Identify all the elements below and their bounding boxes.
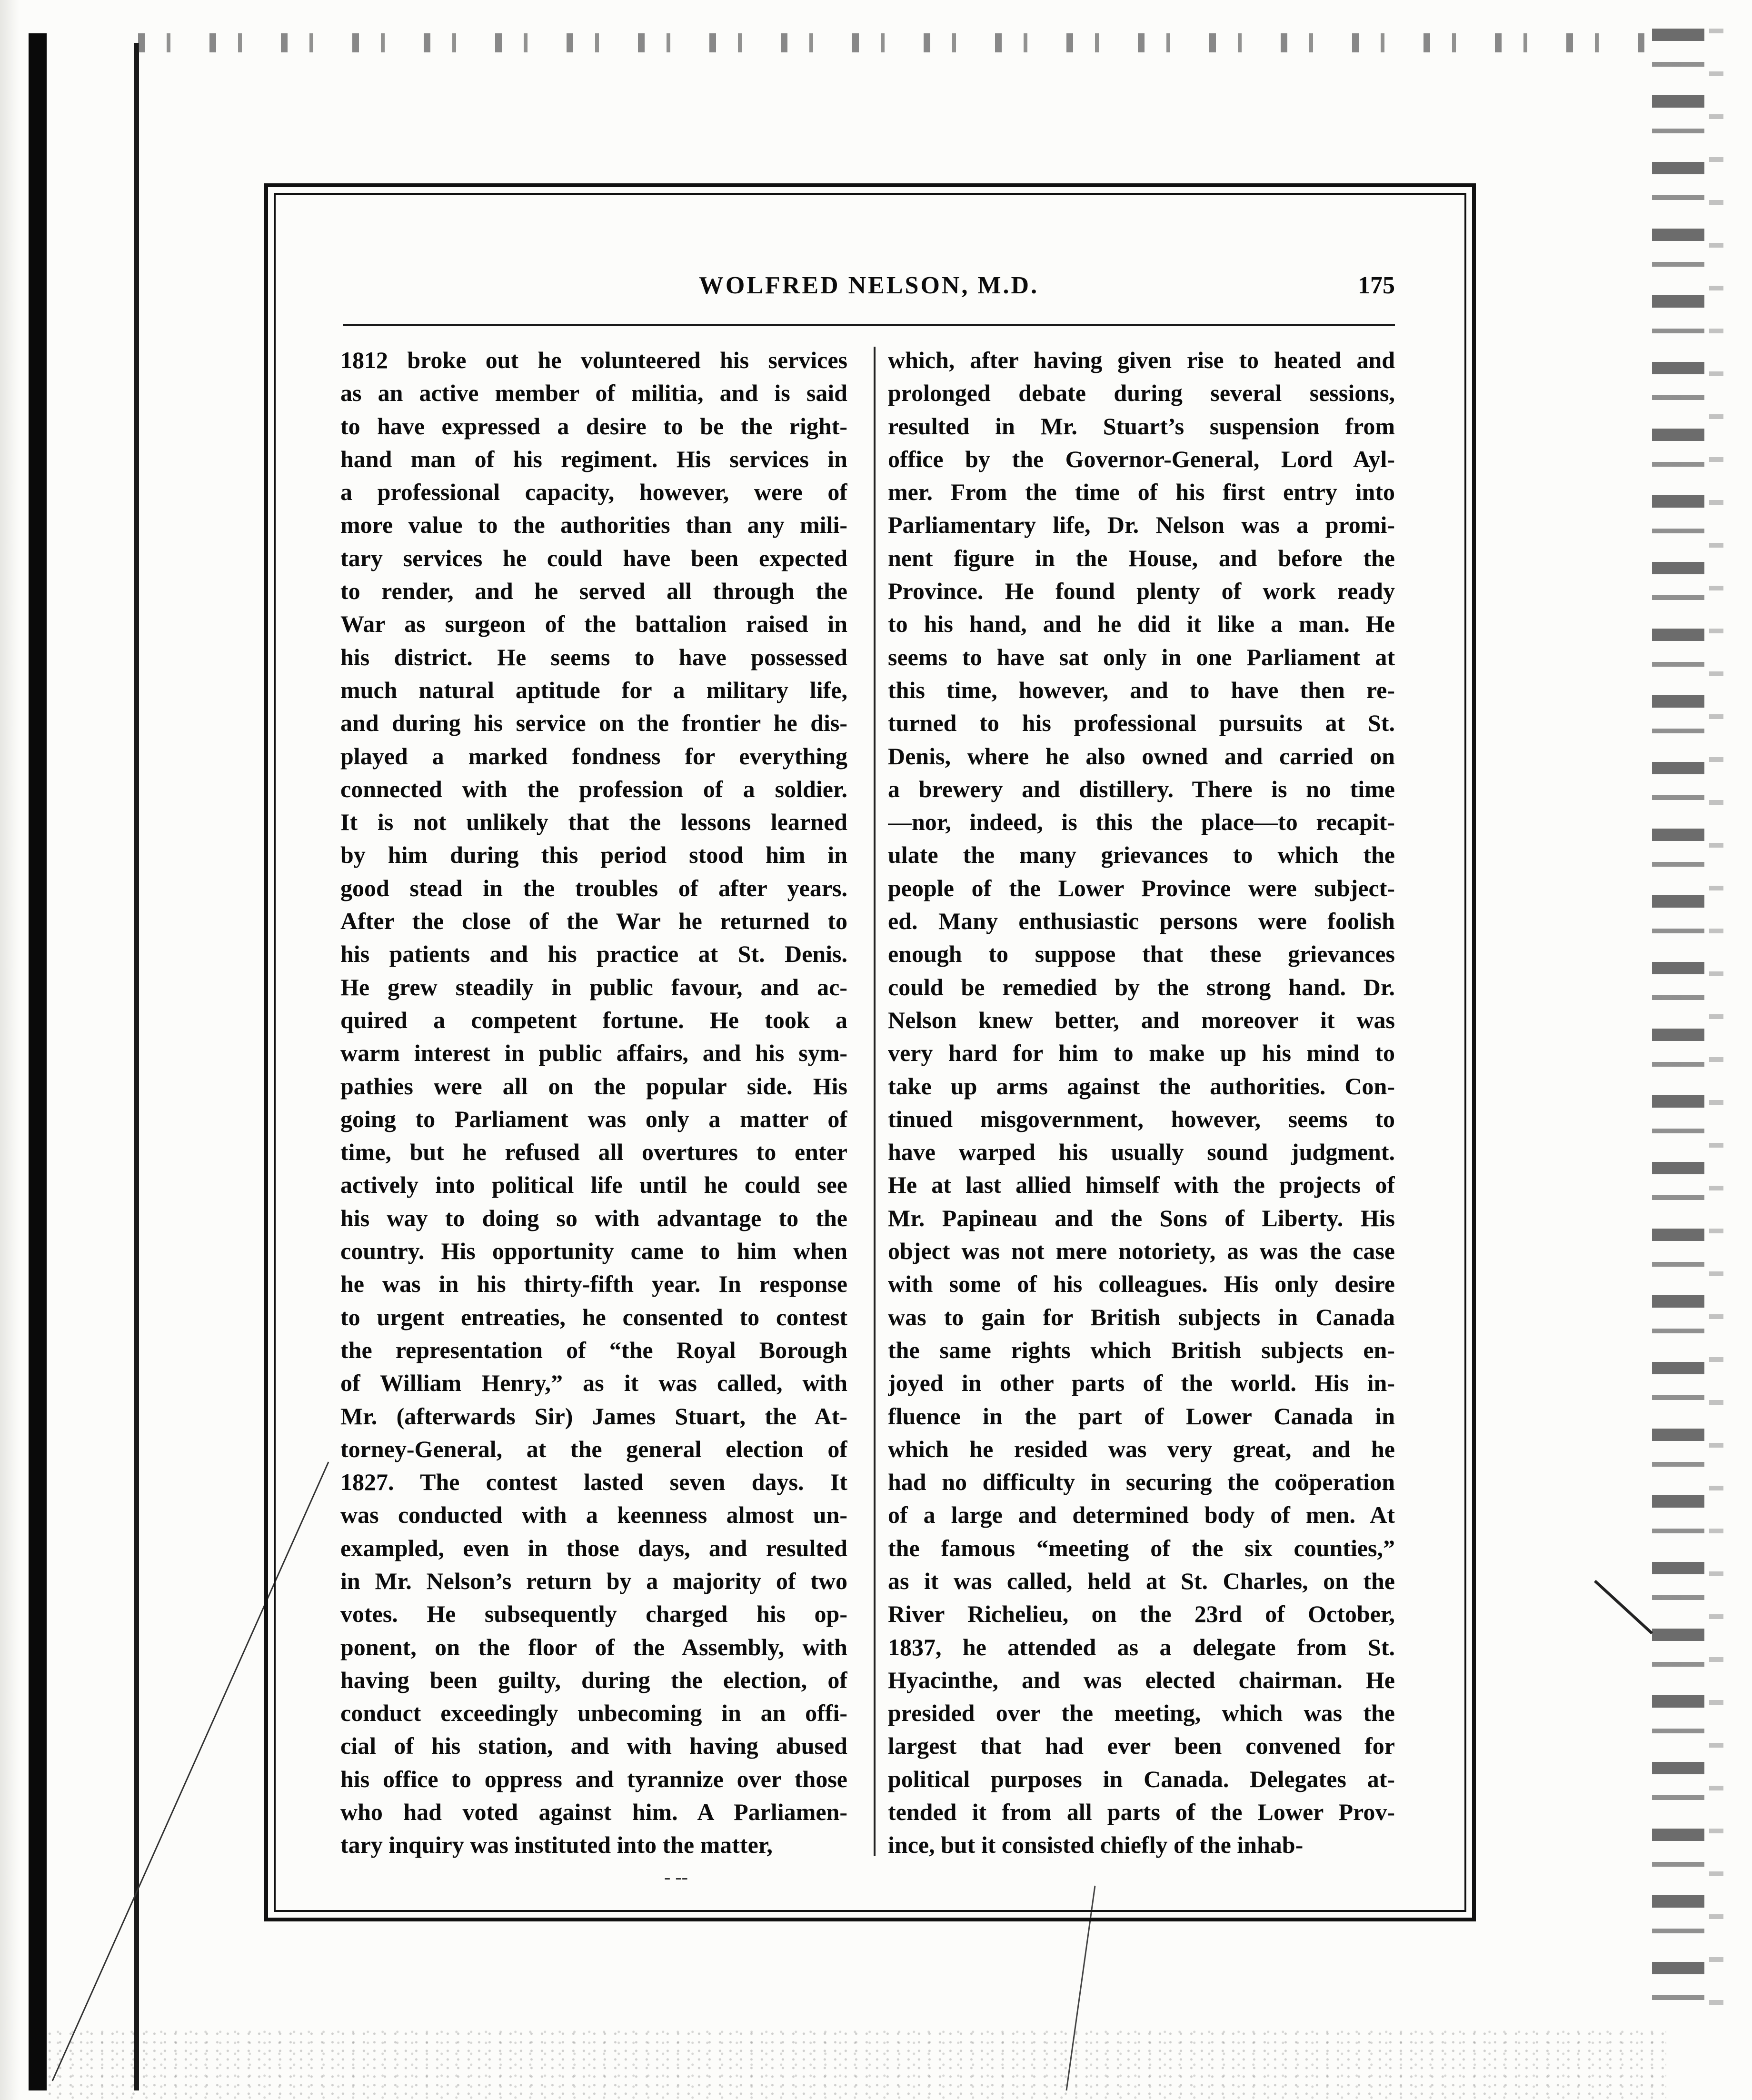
text-line: good stead in the troubles of after years.: [340, 874, 847, 901]
text-line: a brewery and distillery. There is no time: [888, 775, 1395, 802]
text-line: ponent, on the floor of the Assembly, with: [340, 1633, 847, 1660]
binding-edge-bar: [29, 33, 47, 2090]
text-line: He at last allied himself with the projects of: [888, 1171, 1395, 1199]
text-line: tary inquiry was instituted into the matter,: [340, 1831, 773, 1859]
text-line: Nelson knew better, and moreover it was: [888, 1006, 1395, 1033]
text-line: in Mr. Nelson’s return by a majority of two: [340, 1567, 847, 1594]
text-line: tinued misgovernment, however, seems to: [888, 1105, 1395, 1132]
text-line: to have expressed a desire to be the right-: [340, 412, 847, 440]
text-line: fluence in the part of Lower Canada in: [888, 1402, 1395, 1430]
text-line: this time, however, and to have then re-: [888, 676, 1395, 703]
text-line: prolonged debate during several sessions,: [888, 380, 1395, 407]
text-line: torney-General, at the general election of: [340, 1435, 847, 1462]
text-line: had no difficulty in securing the coöperation: [888, 1469, 1395, 1496]
scan-left-edge-shading: [0, 0, 19, 2100]
text-line: to render, and he served all through the: [340, 578, 847, 605]
text-line: —nor, indeed, is this the place—to recapit-: [888, 809, 1395, 836]
text-line: 1837, he attended as a delegate from St.: [888, 1633, 1395, 1660]
text-line: office by the Governor-General, Lord Ayl-: [888, 445, 1395, 472]
text-line: hand man of his regiment. His services in: [340, 445, 847, 472]
text-line: time, but he refused all overtures to enter: [340, 1139, 847, 1166]
text-line: his patients and his practice at St. Denis.: [340, 940, 847, 968]
text-line: connected with the profession of a soldier.: [340, 775, 847, 802]
text-line: Parliamentary life, Dr. Nelson was a promi-: [888, 511, 1395, 539]
text-line: 1812 broke out he volunteered his services: [340, 347, 847, 373]
text-line: Denis, where he also owned and carried on: [888, 742, 1395, 770]
text-line: having been guilty, during the election, of: [340, 1666, 847, 1693]
text-line: Mr. Papineau and the Sons of Liberty. His: [888, 1204, 1395, 1231]
text-line: largest that had ever been convened for: [888, 1732, 1395, 1760]
text-line: actively into political life until he could see: [340, 1171, 847, 1199]
text-line: Mr. (afterwards Sir) James Stuart, the At-: [340, 1402, 847, 1430]
text-line: nent figure in the House, and before the: [888, 544, 1395, 571]
text-line: War as surgeon of the battalion raised in: [340, 610, 847, 638]
text-line: played a marked fondness for everything: [340, 742, 847, 770]
text-line: presided over the meeting, which was the: [888, 1700, 1395, 1727]
text-line: which, after having given rise to heated and: [888, 347, 1395, 373]
running-header-title: WOLFRED NELSON, M.D.: [698, 272, 1039, 299]
text-line: have warped his usually sound judgment.: [888, 1139, 1395, 1166]
text-line: ed. Many enthusiastic persons were foolish: [888, 908, 1395, 935]
text-line: seems to have sat only in one Parliament at: [888, 643, 1395, 670]
text-column-right: [888, 344, 1395, 1862]
text-line: to his hand, and he did it like a man. He: [888, 610, 1395, 638]
text-line: and during his service on the frontier he dis-: [340, 710, 847, 737]
text-line: which he resided was very great, and he: [888, 1435, 1395, 1462]
text-line: exampled, even in those days, and resulted: [340, 1534, 847, 1561]
text-line: ince, but it consisted chiefly of the inhab-: [888, 1831, 1304, 1859]
text-line: country. His opportunity came to him when: [340, 1238, 847, 1265]
text-line: mer. From the time of his first entry into: [888, 479, 1395, 506]
text-line: the representation of “the Royal Borough: [340, 1336, 847, 1363]
text-line: the same rights which British subjects en-: [888, 1336, 1395, 1363]
text-line: people of the Lower Province were subject-: [888, 874, 1395, 901]
footer-printer-mark: - --: [664, 1866, 688, 1888]
text-line: the famous “meeting of the six counties,”: [888, 1534, 1395, 1561]
text-line: pathies were all on the popular side. His: [340, 1072, 847, 1100]
text-line: was conducted with a keenness almost un-: [340, 1501, 847, 1529]
text-line: object was not mere notoriety, as was the case: [888, 1238, 1395, 1265]
text-line: could be remedied by the strong hand. Dr.: [888, 973, 1395, 1000]
text-line: a professional capacity, however, were of: [340, 479, 847, 506]
text-line: It is not unlikely that the lessons learned: [340, 809, 847, 836]
text-line: Province. He found plenty of work ready: [888, 578, 1395, 605]
binding-edge-line: [134, 43, 139, 2090]
text-column-left: [340, 344, 847, 1862]
text-line: tended it from all parts of the Lower Prov-: [888, 1799, 1395, 1826]
text-line: River Richelieu, on the 23rd of October,: [888, 1600, 1395, 1628]
text-line: as an active member of militia, and is said: [340, 380, 847, 407]
text-line: cial of his station, and with having abused: [340, 1732, 847, 1760]
text-line: of William Henry,” as it was called, with: [340, 1370, 847, 1397]
text-line: he was in his thirty-fifth year. In response: [340, 1270, 847, 1298]
text-line: by him during this period stood him in: [340, 841, 847, 869]
text-line: conduct exceedingly unbecoming in an offi-: [340, 1700, 847, 1727]
text-line: was to gain for British subjects in Canada: [888, 1303, 1395, 1330]
scan-noise-right-faint: [1709, 29, 1723, 2029]
text-line: take up arms against the authorities. Con-: [888, 1072, 1395, 1100]
text-line: to urgent entreaties, he consented to contest: [340, 1303, 847, 1330]
text-line: enough to suppose that these grievances: [888, 940, 1395, 968]
text-line: tary services he could have been expected: [340, 544, 847, 571]
text-line: warm interest in public affairs, and his sym-: [340, 1040, 847, 1067]
text-line: quired a competent fortune. He took a: [340, 1006, 847, 1033]
text-line: as it was called, held at St. Charles, on the: [888, 1567, 1395, 1594]
text-line: his way to doing so with advantage to the: [340, 1204, 847, 1231]
text-line: resulted in Mr. Stuart’s suspension from: [888, 412, 1395, 440]
text-line: more value to the authorities than any mili-: [340, 511, 847, 539]
scan-noise-top: [138, 33, 1662, 52]
text-line: with some of his colleagues. His only desire: [888, 1270, 1395, 1298]
text-line: Hyacinthe, and was elected chairman. He: [888, 1666, 1395, 1693]
running-header: [343, 271, 1395, 310]
text-line: his office to oppress and tyrannize over those: [340, 1765, 847, 1792]
text-line: very hard for him to make up his mind to: [888, 1040, 1395, 1067]
column-divider: [874, 347, 876, 1856]
header-rule: [343, 324, 1395, 326]
text-line: ulate the many grievances to which the: [888, 841, 1395, 869]
text-line: going to Parliament was only a matter of: [340, 1105, 847, 1132]
text-line: turned to his professional pursuits at St.: [888, 710, 1395, 737]
scan-noise-right: [1652, 29, 1704, 2029]
page-number: 175: [1358, 272, 1395, 299]
text-line: joyed in other parts of the world. His in-: [888, 1370, 1395, 1397]
text-line: 1827. The contest lasted seven days. It: [340, 1469, 847, 1496]
text-line: much natural aptitude for a military life,: [340, 676, 847, 703]
scan-noise-bottom: [48, 2029, 1666, 2100]
text-line: of a large and determined body of men. At: [888, 1501, 1395, 1529]
text-line: votes. He subsequently charged his op-: [340, 1600, 847, 1628]
text-line: After the close of the War he returned to: [340, 908, 847, 935]
text-line: his district. He seems to have possessed: [340, 643, 847, 670]
text-line: He grew steadily in public favour, and ac-: [340, 973, 847, 1000]
text-line: political purposes in Canada. Delegates at-: [888, 1765, 1395, 1792]
text-line: who had voted against him. A Parliamen-: [340, 1799, 847, 1826]
